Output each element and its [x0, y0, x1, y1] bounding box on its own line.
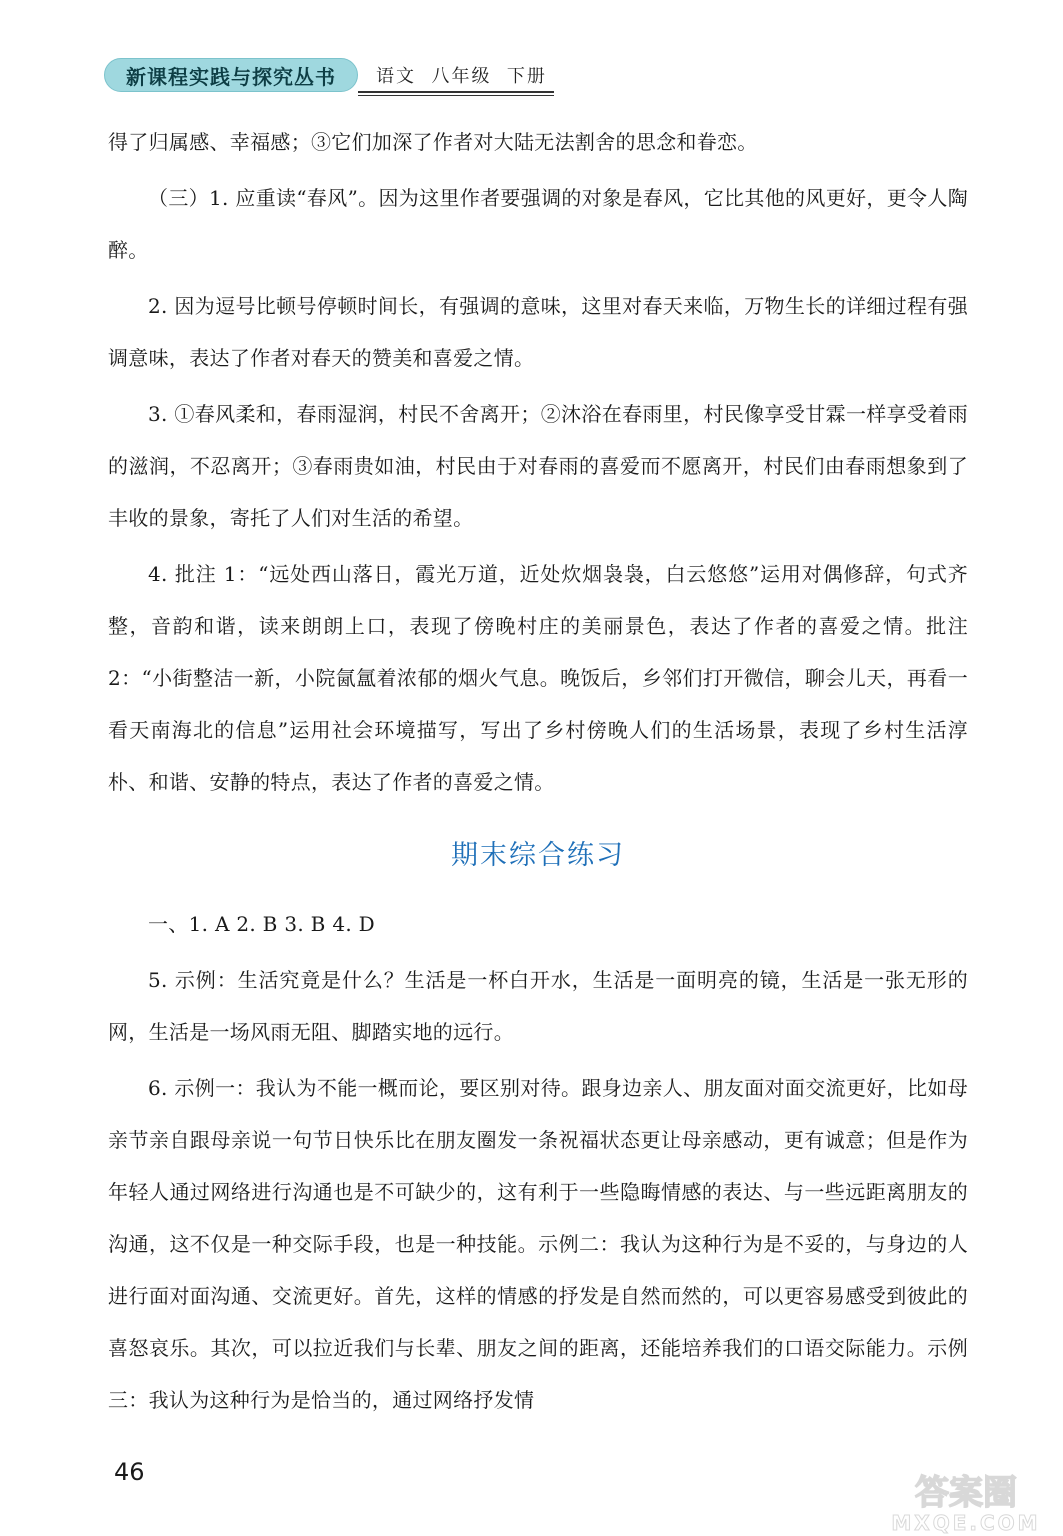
- watermark-logo: [880, 1468, 1052, 1534]
- answer-paragraph-3-4: 4. 批注 1：“远处西山落日，霞光万道，近处炊烟袅袅，白云悠悠”运用对偶修辞，句式齐整，音韵和谐，读来朗朗上口，表现了傍晚村庄的美丽景色，表达了作者的喜爱之情。批注 2：“小街整洁一新，小院氤氲着浓郁的烟火气息。晚饭后，乡邻们打开微信，聊会儿天，再看一看天南海北的信息”运用社会环境描写，写出了乡村傍晚人们的生活场景，表现了乡村生活淳朴、和谐、安静的特点，表达了作者的喜爱之情。: [108, 562, 968, 794]
- watermark-text: 答案圈: [915, 1473, 1017, 1513]
- answer-paragraph-3-3: 3. ①春风柔和，春雨湿润，村民不舍离开；②沐浴在春雨里，村民像享受甘霖一样享受着雨的滋润，不忍离开；③春雨贵如油，村民由于对春雨的喜爱而不愿离开，村民们由春雨想象到了丰收的景象，寄托了人们对生活的希望。: [108, 402, 968, 530]
- answer-paragraph-6: 6. 示例一：我认为不能一概而论，要区别对待。跟身边亲人、朋友面对面交流更好，比如母亲节亲自跟母亲说一句节日快乐比在朋友圈发一条祝福状态更让母亲感动，更有诚意；但是作为年轻人通过网络进行沟通也是不可缺少的，这有利于一些隐晦情感的表达、与一些远距离朋友的沟通，这不仅是一种交际手段，也是一种技能。示例二：我认为这种行为是不妥的，与身边的人进行面对面沟通、交流更好。首先，这样的情感的抒发是自然而然的，可以更容易感受到彼此的喜怒哀乐。其次，可以拉近我们与长辈、朋友之间的距离，还能培养我们的口语交际能力。示例三：我认为这种行为是恰当的，通过网络抒发情: [108, 1076, 968, 1412]
- answer-paragraph-5: 5. 示例：生活究竟是什么？生活是一杯白开水，生活是一面明亮的镜，生活是一张无形的网，生活是一场风雨无阻、脚踏实地的远行。: [108, 968, 968, 1044]
- watermark-url: MXQE.COM: [891, 1511, 1041, 1534]
- header-rule: [358, 91, 554, 93]
- running-header: [104, 58, 564, 98]
- header-rule-thin: [358, 95, 554, 96]
- answer-paragraph-3-2: 2. 因为逗号比顿号停顿时间长，有强调的意味，这里对春天来临，万物生长的详细过程有强调意味，表达了作者对春天的赞美和喜爱之情。: [108, 294, 968, 370]
- series-title-badge: 新课程实践与探究丛书: [104, 58, 358, 92]
- page-content: [108, 116, 968, 1426]
- answer-choices: 一、1. A 2. B 3. B 4. D: [148, 912, 376, 936]
- paragraph-continued: 得了归属感、幸福感；③它们加深了作者对大陆无法割舍的思念和眷恋。: [108, 130, 758, 154]
- section-title: 期末综合练习: [451, 840, 625, 871]
- book-info: 语文 八年级 下册: [376, 66, 547, 87]
- page-number: 46: [114, 1458, 145, 1486]
- answer-paragraph-3-1: （三）1. 应重读“春风”。因为这里作者要强调的对象是春风，它比其他的风更好，更令人陶醉。: [108, 186, 968, 262]
